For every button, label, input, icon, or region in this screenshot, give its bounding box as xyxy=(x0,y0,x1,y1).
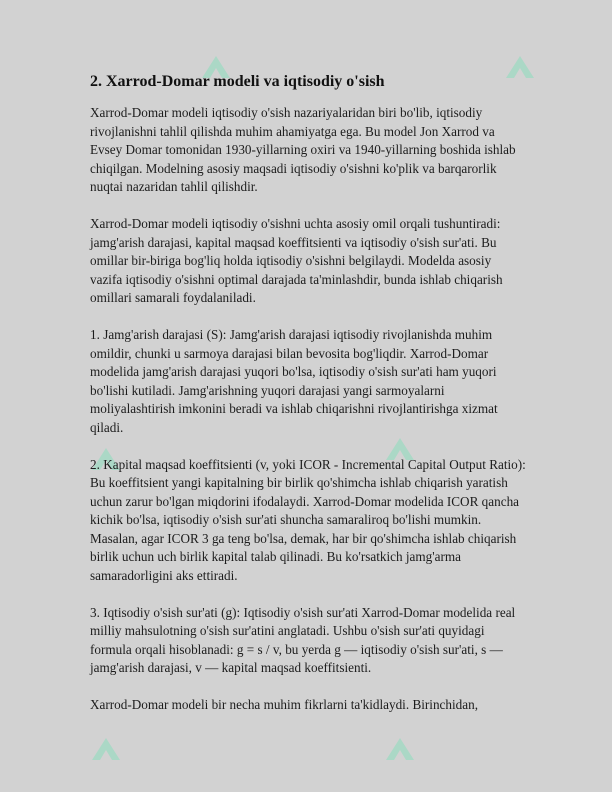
section-heading: 2. Xarrod-Domar modeli va iqtisodiy o'sish xyxy=(90,73,385,90)
paragraph-growth-rate: 3. Iqtisodiy o'sish sur'ati (g): Iqtisodiy o'sish sur'ati Xarrod-Domar modelida real milliy mahsulotning o'sish sur'atini anglatadi. Ushbu o'sish sur'ati quyidagi formula orqali hisoblanadi: g = s / v, bu yerda g — iqtisodiy o'sish sur'ati, s — jamg'arish darajasi, v — kapital maqsad koeffitsienti. xyxy=(90,604,516,676)
paragraph-savings-rate: 1. Jamg'arish darajasi (S): Jamg'arish darajasi iqtisodiy rivojlanishda muhim omildir, chunki u sarmoya darajasi bilan bevosita bog'liqdir. Xarrod-Domar modelida jamg'arish darajasi yuqori bo'lsa, iqtisodiy o'sish sur'ati ham yuqori bo'lishi kutiladi. Jamg'arishning yuqori darajasi yangi sarmoyalarni moliyalashtirish imkonini beradi va ishlab chiqarishni rivojlantirishga xizmat qiladi. xyxy=(90,326,498,435)
paragraph-icor: 2. Kapital maqsad koeffitsienti (v, yoki ICOR - Incremental Capital Output Ratio): Bu koeffitsient yangi kapitalning bir birlik qo'shimcha ishlab chiqarish yaratish uchun zarur bo'lgan miqdorini ifodalaydi. Xarrod-Domar modelida ICOR qancha kichik bo'lsa, iqtisodiy o'sish sur'ati shuncha samaraliroq bo'lishi mumkin. Masalan, agar ICOR 3 ga teng bo'lsa, demak, har bir qo'shimcha ishlab chiqarish birlik uchun uch birlik kapital talab qilinadi. Bu ko'rsatkich jamg'arma samaradorligini aks ettiradi. xyxy=(90,456,526,584)
paragraph-factors: Xarrod-Domar modeli iqtisodiy o'sishni uchta asosiy omil orqali tushuntiradi: jamg'arish darajasi, kapital maqsad koeffitsienti va iqtisodiy o'sish sur'ati. Bu omillar bir-biriga bog'liq holda iqtisodiy o'sishni belgilaydi. Modelda asosiy vazifa iqtisodiy o'sishni optimal darajada ta'minlashdir, bunda ishlab chiqarish omillari samarali foydalaniladi. xyxy=(90,215,503,306)
paragraph-conclusion: Xarrod-Domar modeli bir necha muhim fikrlarni ta'kidlaydi. Birinchidan, xyxy=(90,697,479,713)
brand-mark-icon xyxy=(86,730,126,770)
document-body xyxy=(90,104,526,733)
brand-mark-icon xyxy=(380,730,420,770)
paragraph-intro: Xarrod-Domar modeli iqtisodiy o'sish nazariyalaridan biri bo'lib, iqtisodiy rivojlanishni tahlil qilishda muhim ahamiyatga ega. Bu model Jon Xarrod va Evsey Domar tomonidan 1930-yillarning oxiri va 1940-yillarning boshida ishlab chiqilgan. Modelning asosiy maqsadi iqtisodiy o'sishni ko'plik va barqarorlik nuqtai nazaridan tahlil qilishdir. xyxy=(90,105,516,195)
